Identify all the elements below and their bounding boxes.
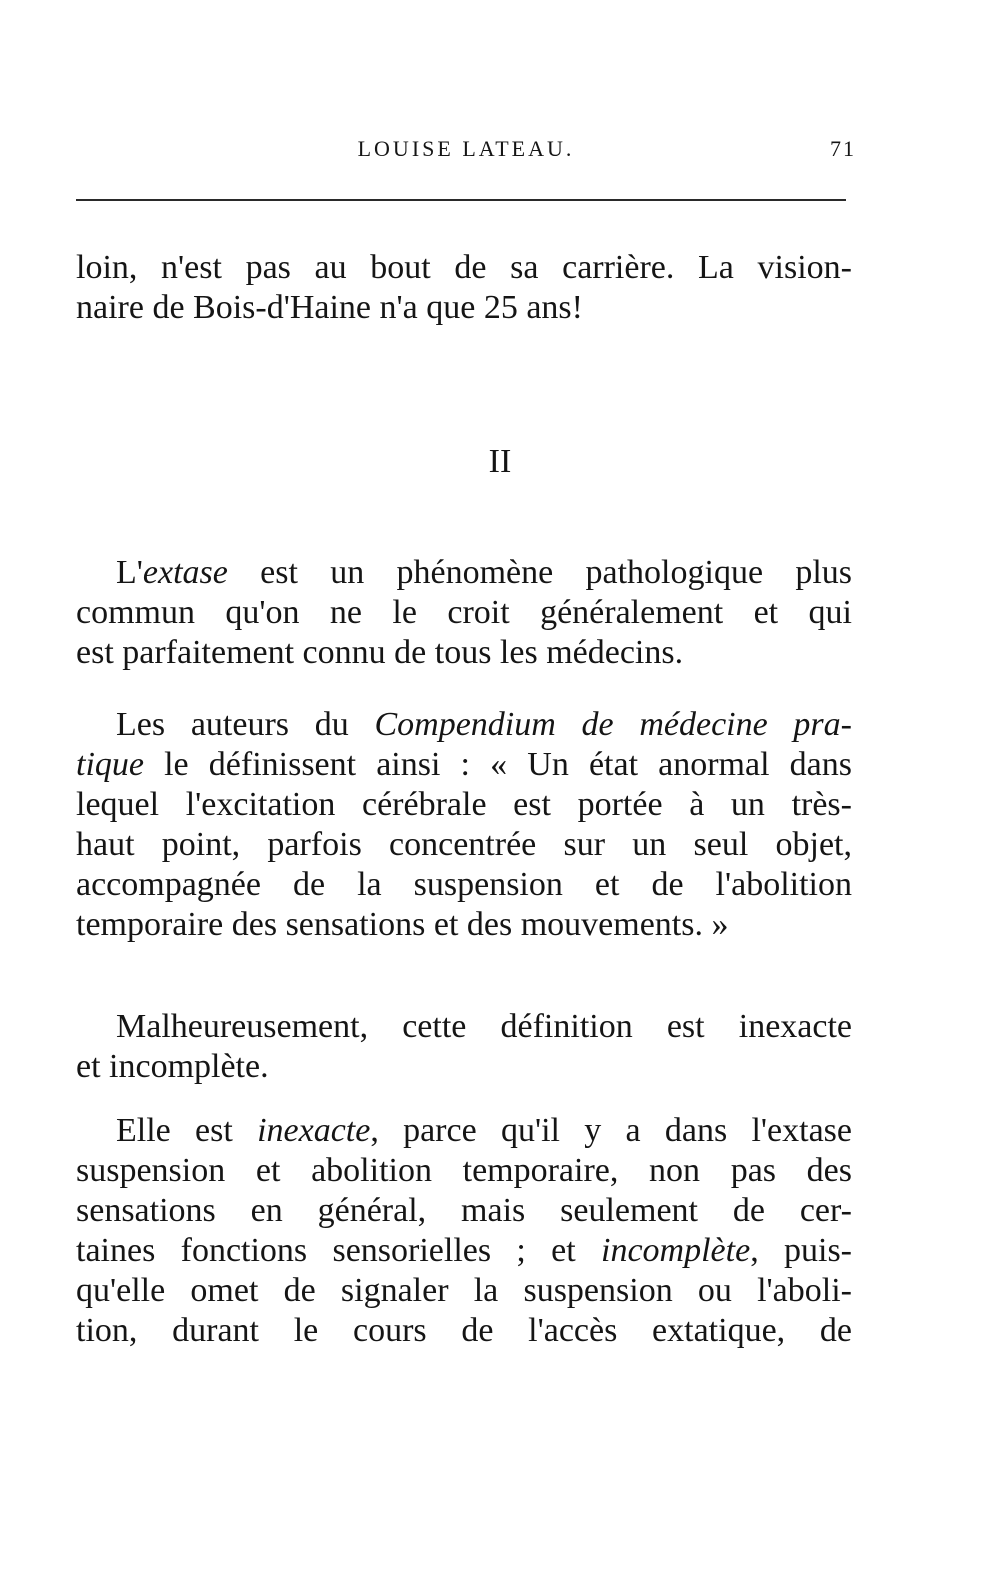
text-line: lequel l'excitation cérébrale est portée à un très- [76,786,852,823]
text-span: , puis- [750,1232,852,1269]
text-span: taines fonctions sensorielles ; et [76,1232,602,1269]
paragraph-4 [76,1111,852,1351]
running-head [76,136,856,166]
text-span: le définissent ainsi : « Un état anormal dans [143,746,852,783]
text-line [76,1111,852,1151]
text-span: L' [116,554,143,591]
text-line: naire de Bois-d'Haine n'a que 25 ans! [76,289,583,326]
text-line: Malheureusement, cette définition est inexacte [116,1008,852,1045]
section-number: II [488,443,512,480]
text-line: commun qu'on ne le croit généralement et qui [76,594,852,631]
text-line [76,1231,852,1271]
text-line: tion, durant le cours de l'accès extatique, de [76,1312,852,1349]
italic-term: extase [142,554,228,591]
text-line [76,705,852,745]
italic-term: inexacte [257,1112,371,1149]
page-number: 71 [830,136,856,161]
text-span: Elle est [116,1112,258,1149]
paragraph-1 [76,553,852,673]
text-span: , parce qu'il y a dans l'extase [370,1112,852,1149]
text-line: loin, n'est pas au bout de sa carrière. La vision- [76,249,852,286]
text-line: haut point, parfois concentrée sur un seul objet, [76,826,852,863]
text-line: qu'elle omet de signaler la suspension ou l'aboli- [76,1272,852,1309]
text-span: Les auteurs du [116,706,375,743]
italic-term: incomplète [601,1232,751,1269]
running-title: LOUISE LATEAU. [357,136,575,161]
text-line: sensations en général, mais seulement de cer- [76,1192,852,1229]
text-line: est parfaitement connu de tous les médecins. [76,634,684,671]
text-span: est un phénomène pathologique plus [227,554,852,591]
text-line [76,745,852,785]
header-rule [76,199,846,201]
text-line: suspension et abolition temporaire, non pas des [76,1152,852,1189]
italic-title: tique [76,746,144,783]
text-line: temporaire des sensations et des mouvements. » [76,906,729,943]
paragraph-2 [76,705,852,945]
text-line: accompagnée de la suspension et de l'abolition [76,866,852,903]
text-line: et incomplète. [76,1048,269,1085]
italic-title: Compendium de médecine pra- [374,706,852,743]
paragraph-3 [76,1007,852,1087]
text-line [76,553,852,593]
continuation-text [76,248,852,328]
